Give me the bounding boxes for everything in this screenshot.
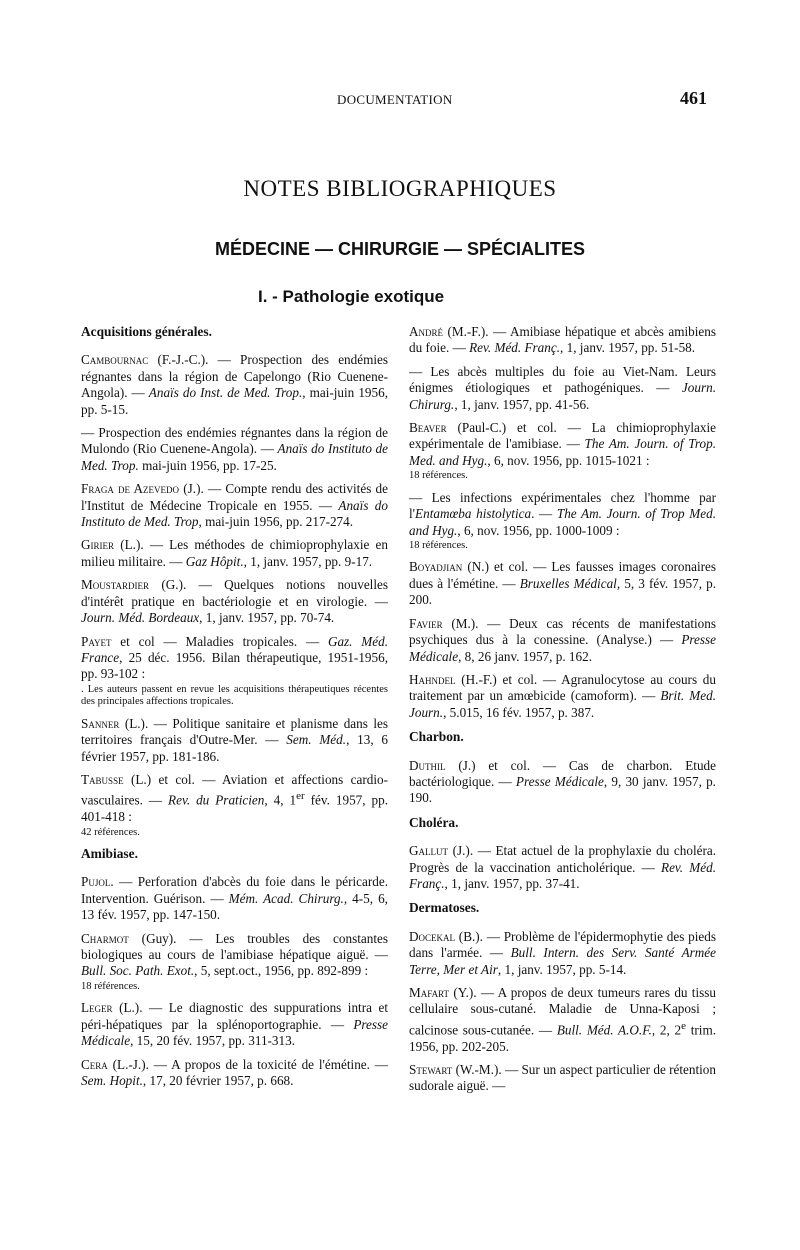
reference-note: . Les auteurs passent en revue les acquisitions thérapeutiques récentes des principales affections tropicales.	[81, 683, 388, 708]
reference-entry: Sanner (L.). — Politique sanitaire et planisme dans les territoires français d'Outre-Mer. — Sem. Méd., 13, 6 février 1957, pp. 181-186.	[81, 715, 389, 764]
reference-entry: Gallut (J.). — Etat actuel de la prophylaxie du choléra. Progrès de la vaccination anticholérique. — Rev. Méd. Franç., 1, janv. 1957, pp. 37-41.	[409, 843, 717, 891]
reference-entry: André (M.-F.). — Amibiase hépatique et abcès amibiens du foie. — Rev. Méd. Franç., 1, janv. 1957, pp. 51-58.	[409, 324, 716, 356]
reference-entry: Favier (M.). — Deux cas récents de manifestations psychiques dus à la conessine. (Analyse.) — Presse Médicale, 8, 26 janv. 1957, p. 162.	[409, 615, 716, 664]
category-heading: Dermatoses.	[409, 900, 480, 916]
reference-entry: — Les abcès multiples du foie au Viet-Nam. Leurs énigmes étiologiques et pathogéniques. — Journ. Chirurg., 1, janv. 1957, pp. 41-56.	[409, 363, 716, 412]
page-subtitle: MÉDECINE — CHIRURGIE — SPÉCIALITES	[214, 239, 586, 259]
reference-entry: Beaver (Paul-C.) et col. — La chimioprophylaxie expérimentale de l'amibiase. — The Am. Journ. of Trop. Med. and Hyg., 6, nov. 1956, pp. 1015-1021 :	[409, 420, 716, 468]
reference-entry: Fraga de Azevedo (J.). — Compte rendu des activités de l'Institut de Médecine Tropicale en 1955. — Anaïs do Instituto de Med. Trop, mai-juin 1956, pp. 217-274.	[81, 481, 388, 530]
reference-entry: Leger (L.). — Le diagnostic des suppurations intra et péri-hépatiques par la splénoportographie. — Presse Médicale, 15, 20 fév. 1957, pp. 311-313.	[81, 1000, 388, 1049]
reference-entry: Charmot (Guy). — Les troubles des constantes biologiques au cours de l'amibiase hépatique aiguë. — Bull. Soc. Path. Exot., 5, sept.oct., 1956, pp. 892-899 :	[81, 930, 388, 979]
reference-entry: Stewart (W.-M.). — Sur un aspect particulier de rétention sudorale aiguë. —	[409, 1062, 716, 1094]
reference-entry: Boyadjian (N.) et col. — Les fausses images coronaires dues à l'émétine. — Bruxelles Médical, 5, 3 fév. 1957, p. 200.	[409, 559, 716, 608]
category-heading: Amibiase.	[81, 846, 138, 862]
category-heading: Acquisitions générales.	[81, 324, 212, 339]
reference-entry: Pujol. — Perforation d'abcès du foie dans le péricarde. Intervention. Guérison. — Mém. Acad. Chirurg., 4-5, 6, 13 fév. 1957, pp. 147-150.	[81, 874, 388, 923]
reference-entry: Hahndel (H.-F.) et col. — Agranulocytose au cours du traitement par un amœbicide (camoform). — Brit. Med. Journ., 5.015, 16 fév. 1957, p. 387.	[409, 671, 716, 720]
category-heading: Choléra.	[409, 814, 459, 830]
reference-entry: Moustardier (G.). — Quelques notions nouvelles d'intérêt pratique en bactériologie et en virologie. — Journ. Méd. Bordeaux, 1, janv. 1957, pp. 70-74.	[81, 577, 388, 626]
category-heading: Charbon.	[409, 729, 464, 745]
left-column	[81, 324, 388, 1096]
reference-entry: Duthil (J.) et col. — Cas de charbon. Etude bactériologique. — Presse Médicale, 9, 30 janv. 1957, p. 190.	[409, 757, 716, 806]
reference-entry: Docekal (B.). — Problème de l'épidermophytie des pieds dans l'armée. — Bull. Intern. des Serv. Santé Armée Terre, Mer et Air, 1, janv. 1957, pp. 5-14.	[409, 928, 717, 977]
reference-entry: Mafart (Y.). — A propos de deux tumeurs rares du tissu cellulaire sous-cutané. Maladie de Unna-Kaposi ; calcinose sous-cutanée. — Bull. Méd. A.O.F., 2, 2e trim. 1956, pp. 202-205.	[409, 985, 716, 1054]
page-number: 461	[680, 88, 707, 108]
reference-entry: — Les infections expérimentales chez l'homme par l'Entamœba histolytica. — The Am. Journ. of Trop Med. and Hyg., 6, nov. 1956, pp. 1000-1009 :	[409, 489, 717, 538]
running-title: DOCUMENTATION	[337, 92, 453, 107]
right-column	[409, 324, 716, 1102]
reference-entry: Cambournac (F.-J.-C.). — Prospection des endémies régnantes dans la région de Capelongo (Rio Cuenene-Angola). — Anaïs do Inst. de Med. Trop., mai-juin 1956, pp. 5-15.	[81, 352, 388, 417]
reference-entry: Payet et col — Maladies tropicales. — Gaz. Méd. France, 25 déc. 1956. Bilan thérapeutique, 1951-1956, pp. 93-102 :	[81, 633, 389, 682]
reference-note: 18 références.	[409, 470, 468, 482]
reference-entry: Tabusse (L.) et col. — Aviation et affections cardio-vasculaires. — Rev. du Praticien, 4, 1er fév. 1957, pp. 401-418 :	[81, 771, 389, 825]
page-title: NOTES BIBLIOGRAPHIQUES	[243, 176, 557, 201]
reference-entry: Cera (L.-J.). — A propos de la toxicité de l'émétine. — Sem. Hopit., 17, 20 février 1957, p. 668.	[81, 1056, 388, 1089]
reference-note: 18 références.	[81, 980, 140, 992]
reference-entry: Girier (L.). — Les méthodes de chimioprophylaxie en milieu militaire. — Gaz Hôpit., 1, janv. 1957, pp. 9-17.	[81, 537, 388, 569]
reference-entry: — Prospection des endémies régnantes dans la région de Mulondo (Rio Cuenene-Angola). — Anaïs do Instituto de Med. Trop. mai-juin 1956, pp. 17-25.	[81, 425, 389, 473]
reference-note: 18 références.	[409, 539, 468, 551]
section-heading: I. - Pathologie exotique	[258, 287, 445, 306]
reference-note: 42 références.	[81, 826, 140, 838]
